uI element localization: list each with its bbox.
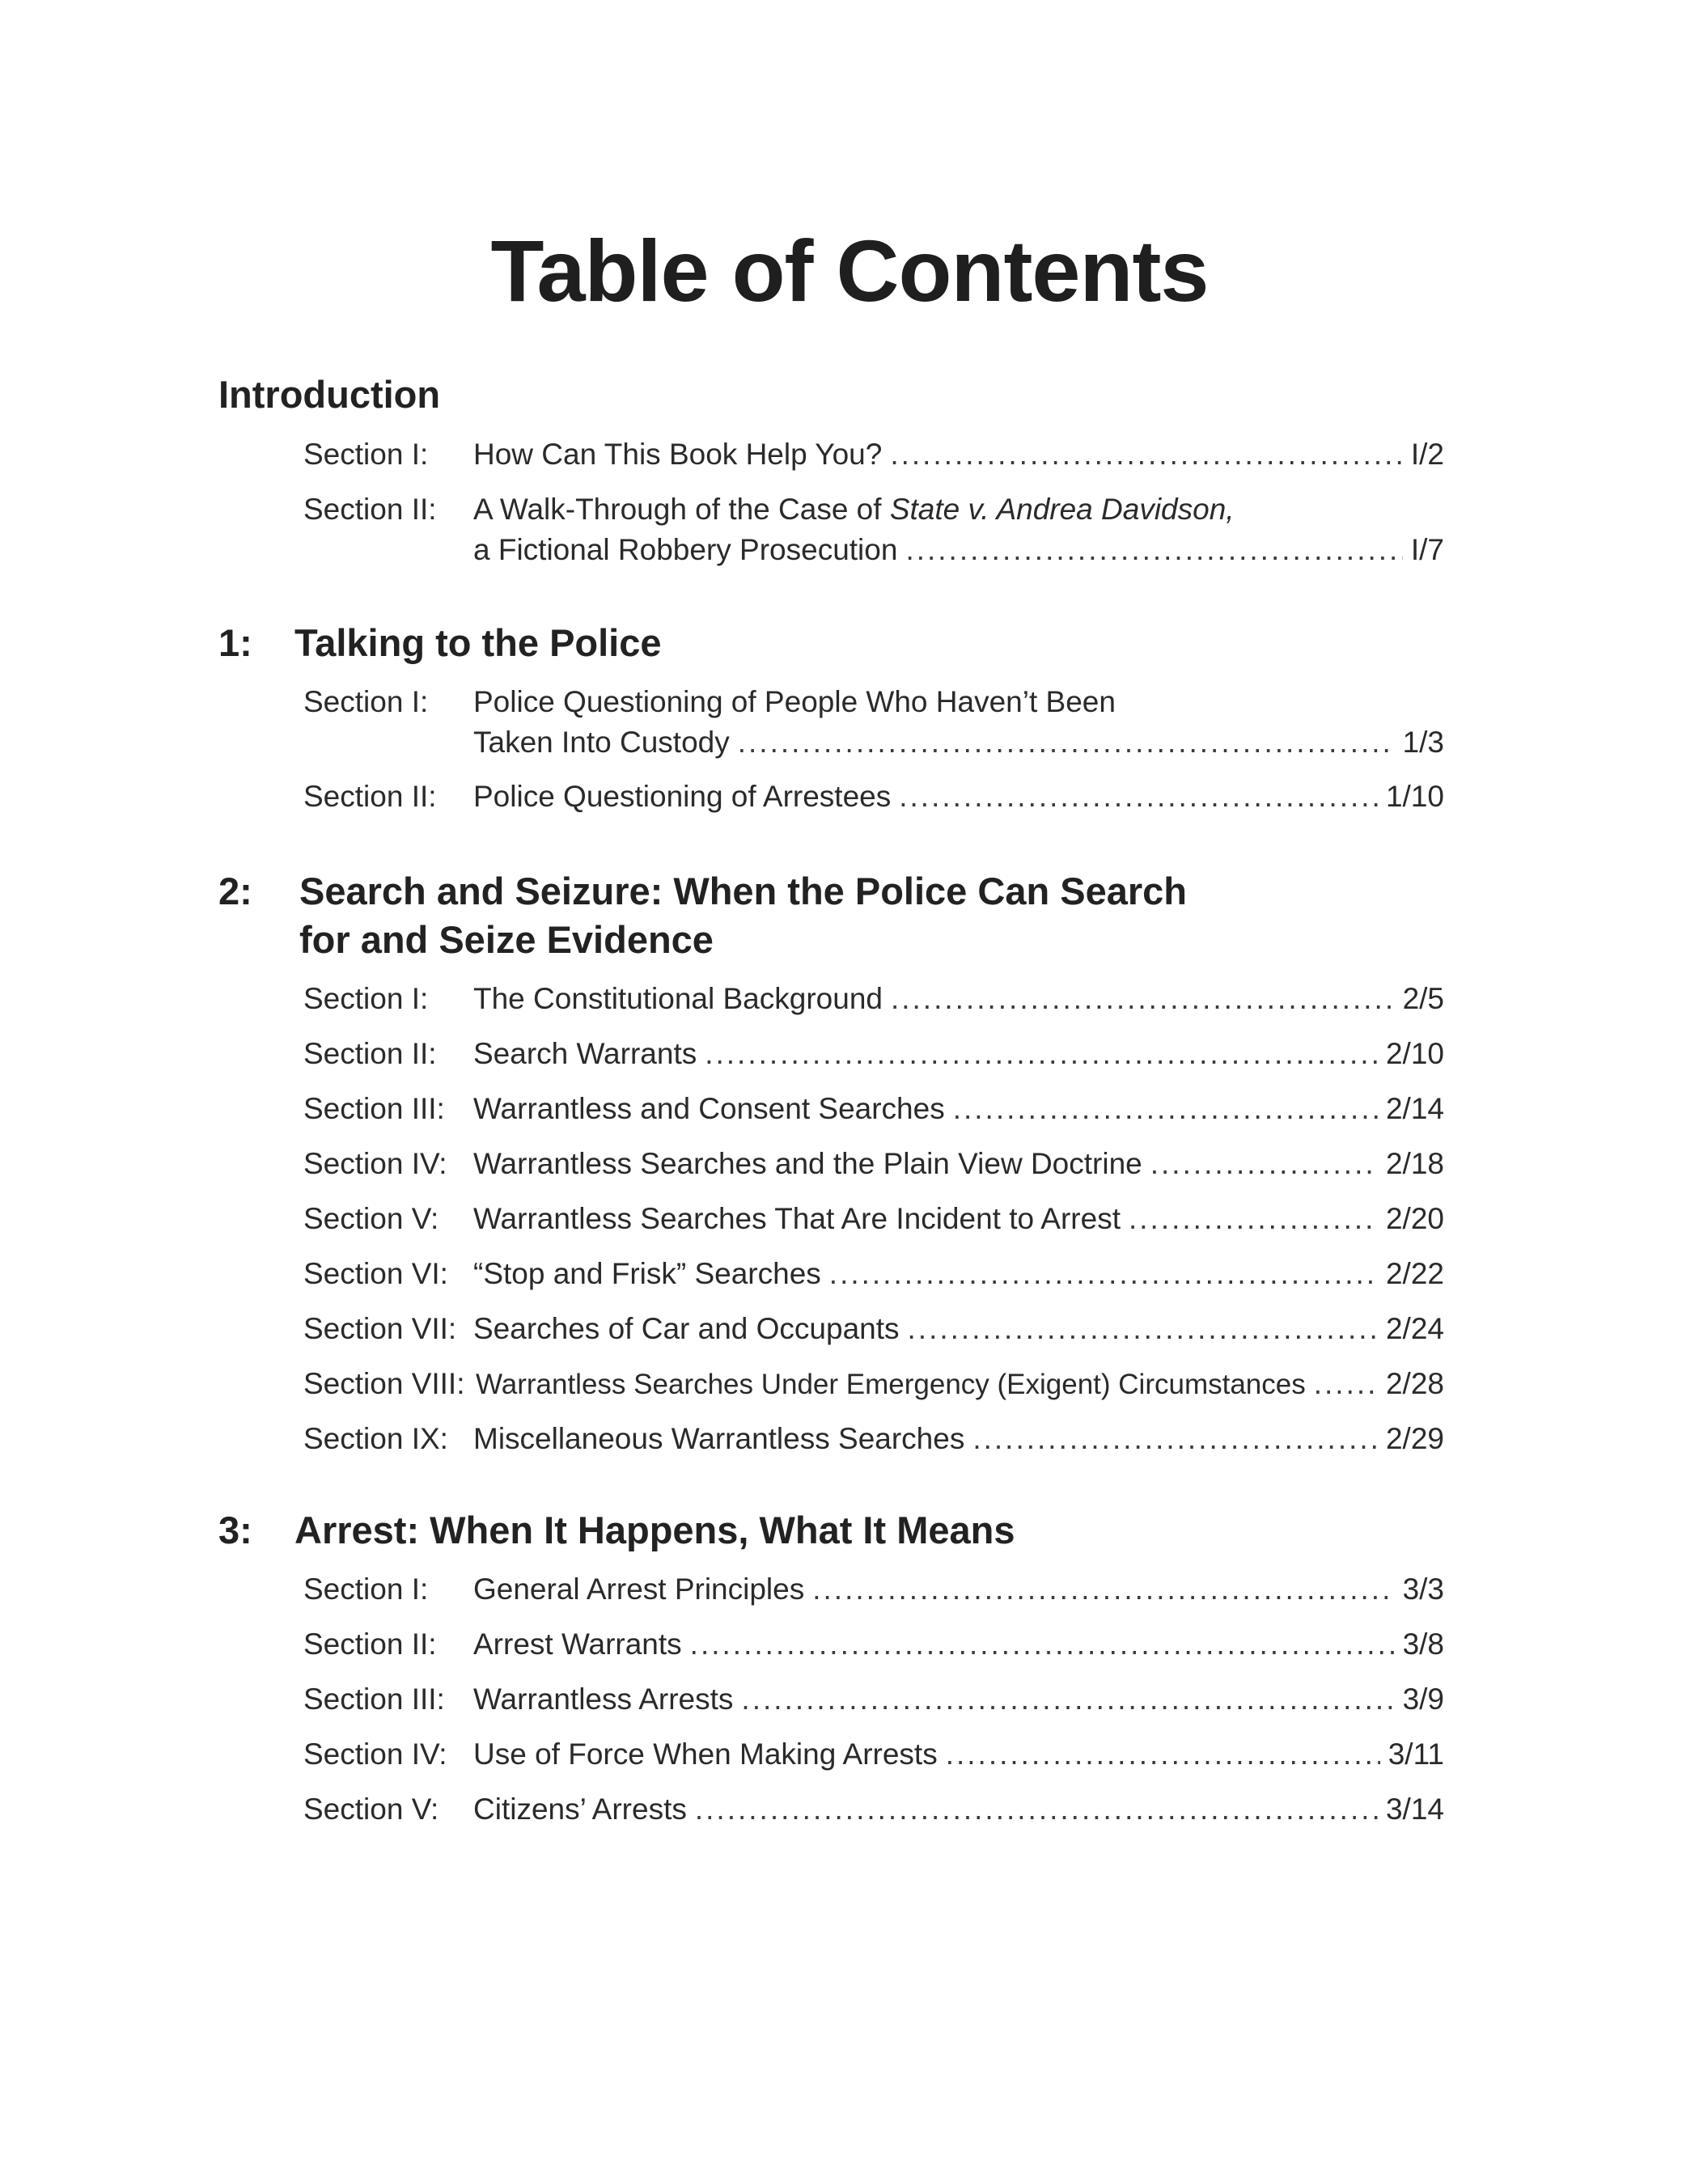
section-label: Section V: [303,1202,439,1235]
page-number: I/2 [1410,438,1444,471]
chapter-name [299,867,1187,964]
dot-leader [738,722,1395,763]
dot-leader [905,530,1402,570]
section-label: Section II: [303,780,437,813]
dot-leader [1314,1364,1378,1404]
chapter-name-line2: for and Seize Evidence [299,918,714,961]
entry-title: Warrantless Searches Under Emergency (Exigent) Circumstances [476,1369,1306,1400]
page-number: 2/14 [1385,1092,1444,1125]
entry-title: Use of Force When Making Arrests [473,1737,938,1771]
page-number: 2/5 [1402,982,1444,1015]
section-label: Section II: [303,1037,437,1070]
section-label: Section II: [303,1627,437,1661]
entry-title: Warrantless and Consent Searches [473,1092,945,1125]
dot-leader [829,1254,1378,1294]
page-number: 2/24 [1385,1312,1444,1345]
page-number: 3/9 [1402,1682,1444,1716]
section-label: Section VIII: [303,1367,465,1400]
case-name-italic: State v. Andrea Davidson, [889,493,1235,526]
entry-title: General Arrest Principles [473,1572,805,1606]
dot-leader [690,1624,1395,1665]
entry-title: “Stop and Frisk” Searches [473,1257,821,1290]
chapter-name: Talking to the Police [294,621,662,664]
chapter-name: Introduction [218,373,441,416]
dot-leader [705,1034,1378,1074]
chapter-name: Arrest: When It Happens, What It Means [294,1509,1015,1551]
chapter-number: 2: [218,870,252,912]
entry-title-line1 [473,489,1235,530]
page-number: 2/28 [1385,1367,1444,1400]
page-number: 3/14 [1385,1792,1444,1826]
section-label: Section IX: [303,1422,448,1455]
entry-title: Police Questioning of Arrestees [473,780,892,813]
entry-title: Search Warrants [473,1037,697,1070]
page-number: 2/29 [1385,1422,1444,1455]
section-label: Section II: [303,493,437,526]
section-label: Section I: [303,438,429,471]
dot-leader [890,434,1403,475]
page-title: Table of Contents [490,222,1209,320]
entry-title: Citizens’ Arrests [473,1792,687,1826]
section-label: Section IV: [303,1737,447,1771]
dot-leader [899,777,1378,817]
entry-title: Miscellaneous Warrantless Searches [473,1422,965,1455]
dot-leader [812,1569,1394,1610]
entry-title: Warrantless Searches That Are Incident to Arrest [473,1202,1121,1235]
page-number: 3/11 [1388,1737,1444,1771]
entry-title: Searches of Car and Occupants [473,1312,900,1345]
chapter-number: 3: [218,1509,252,1551]
page-number: I/7 [1410,533,1444,566]
dot-leader [972,1419,1378,1459]
dot-leader [908,1309,1378,1349]
dot-leader [891,979,1395,1019]
section-label: Section IV: [303,1147,447,1180]
dot-leader [946,1734,1380,1775]
entry-title: Warrantless Searches and the Plain View Doctrine [473,1147,1142,1180]
section-label: Section III: [303,1092,445,1125]
dot-leader [1129,1199,1378,1239]
entry-title-line2: a Fictional Robbery Prosecution [473,533,898,566]
chapter-number: 1: [218,621,252,664]
entry-title: Warrantless Arrests [473,1682,734,1716]
entry-title: Arrest Warrants [473,1627,682,1661]
page-number: 3/3 [1402,1572,1444,1606]
section-label: Section VI: [303,1257,448,1290]
section-label: Section V: [303,1792,439,1826]
page-number: 2/20 [1385,1202,1444,1235]
page-number: 1/10 [1385,780,1444,813]
entry-title: How Can This Book Help You? [473,438,883,471]
dot-leader [695,1789,1378,1830]
entry-title-prefix: A Walk-Through of the Case of [473,493,890,526]
entry-title-line1: Police Questioning of People Who Haven’t Been [473,685,1116,718]
entry-title: The Constitutional Background [473,982,883,1015]
chapter-name-line1: Search and Seizure: When the Police Can Search [299,870,1187,912]
page-number: 1/3 [1402,726,1444,759]
section-label: Section I: [303,685,429,718]
section-label: Section III: [303,1682,445,1716]
dot-leader [741,1679,1394,1720]
page-number: 2/10 [1385,1037,1444,1070]
section-label: Section I: [303,1572,429,1606]
dot-leader [1150,1144,1378,1184]
page-number: 2/18 [1385,1147,1444,1180]
page-number: 2/22 [1385,1257,1444,1290]
section-label: Section I: [303,982,429,1015]
entry-title-line2: Taken Into Custody [473,726,730,759]
section-label: Section VII: [303,1312,457,1345]
dot-leader [953,1089,1378,1129]
page-number: 3/8 [1402,1627,1444,1661]
